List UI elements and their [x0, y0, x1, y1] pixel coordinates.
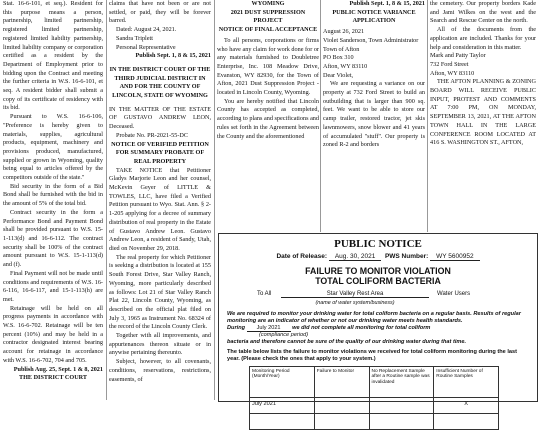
paragraph: TAKE NOTICE that Petitioner Gladys Marjorie Leon and her counsel, McKevin Geyer of LITTLE & TOWLES, LLC, have filed a Verified Petition pursuant to Wyo. Stat. Ann. § 2-1-205 applying for a decree of summary distribution of real property in the Estate of Gustavo Andrew Leon. Gustavo Andrew Leon, a resident of Sandy, Utah, died on November 29, 2018. [109, 166, 211, 252]
paragraph: Probate No. PR-2021-55-DC [116, 131, 189, 139]
release-line [219, 253, 537, 261]
paragraph: We are requesting a variance on our property at 732 Ford Street to build an outbuilding that is larger than 900 sq. feet. We want to be able to store our camp trailer, restored tractor, jet skis lawnmowers, snow blower and 41 years of accumulated "stuff". Our property is zoned R-2 and borders [323, 80, 425, 149]
paragraph: Together with all improvements, and appurtenances thereon situate or in anywise pertaining thereunto. [109, 332, 211, 357]
release-date-label: Date of Release: [276, 253, 328, 260]
notice-title: PUBLIC NOTICE [334, 238, 422, 250]
violation-heading-line: TOTAL COLIFORM BACTERIA [315, 276, 441, 286]
column-probate-notice [109, 0, 211, 384]
paragraph: Subject, however, to all covenants, conditions, reservations, restrictions, easements, of [109, 358, 211, 383]
paragraph: 732 Ford Street [430, 60, 469, 68]
paragraph: Dear Violet, [323, 71, 354, 79]
water-system-name: Star Valley Rest Area [281, 291, 429, 298]
petition-heading: NOTICE OF VERIFIED PETITION FOR SUMMARY PROBATE OF REAL PROPERTY [111, 140, 209, 165]
paragraph: Personal Representative [116, 43, 176, 51]
publish-line: Publish Sept. 1, 8 & 15, 2021 [349, 0, 425, 7]
section-heading: NOTICE OF FINAL ACCEPTANCE [218, 26, 318, 34]
publish-line: Publish Aug. 25, Sept. 1 & 8, 2021 [13, 365, 103, 373]
paragraph: Final Payment will not be made until conditions and requirements of W.S. 16-6-116, 16-6-117, and 15-1-113(h) are met. [3, 269, 103, 303]
paragraph: August 26, 2021 [323, 28, 365, 36]
paragraph: To all persons, corporations or firms who have any claim for work done for or any materials furnished to Doubletree Enterprise, Inc. 108 Meadow Drive, Evanston, WY 82930, for the Town of Afton, 2021 Dust Suppression Project - located in Lincoln County, Wyoming. [217, 36, 319, 97]
table-row [250, 397, 499, 413]
no-replacement-cell [369, 413, 434, 429]
column-header: No Replacement Sample after a Routine sample was invalidated [369, 366, 434, 397]
paragraph: Stat. 16-6-101, et seq.). Resident for this purpose means a person, partnership, limited partnership, registered limited partnership, registered limited liability partnership, limited liability company or corporation certified as a resident by the Department of Employment prior to bidding upon the Contract and meeting the further criteria in W.S. 16-6-101, et seq. A resident bidder shall submit a copy of its certificate of residency with its bid. [3, 0, 103, 112]
to-all-label: To All [257, 291, 272, 297]
paragraph: Retainage will be held on all progress payments in accordance with W.S. 16-6-702. Retainage will be ten percent (10%) and may be held in a contractor designated interest bearing account for retainage in accordance with W.S. 16-6-702, 704 and 705. [3, 304, 103, 364]
paragraph: Afton, WY 83110 [430, 69, 475, 77]
water-users-label: Water Users [437, 291, 471, 297]
column-rule [106, 0, 107, 400]
during-label: During [227, 324, 246, 331]
section-heading: WYOMING [251, 0, 285, 7]
water-system-caption: (name of water system/business) [315, 300, 395, 306]
no-replacement-cell [369, 397, 434, 413]
column-final-acceptance [217, 0, 319, 141]
column-variance-application [323, 0, 425, 150]
compliance-period-value: July 2021 [247, 325, 291, 333]
failure-to-monitor-cell [314, 397, 369, 413]
publish-line: Publish Sept. 1, 8 & 15, 2021 [135, 52, 211, 60]
notice-body [227, 311, 529, 346]
paragraph: Afton, WY 83110 [323, 62, 368, 70]
violation-heading [219, 266, 537, 286]
paragraph: All of the documents from the application are included. Thanks for your help and consideration in this matter. [430, 26, 536, 51]
monitoring-period-cell [250, 413, 315, 429]
notice-text: bacteria and therefore cannot be sure of the quality of our drinking water during that time. [227, 339, 467, 346]
paragraph: You are hereby notified that Lincoln County has accepted as completed, according to plans and specifications and rules set forth in the Agreement between the County and the aforementioned [217, 97, 319, 140]
paragraph: Violet Sanderson, Town Administrator [323, 36, 419, 44]
column-variance-continued [430, 0, 536, 148]
violation-heading-line: FAILURE TO MONITOR VIOLATION [305, 266, 451, 276]
violations-table [249, 366, 499, 430]
pws-number-value: WY 5600952 [430, 253, 479, 261]
paragraph: Dated: August 24, 2021. [116, 26, 177, 34]
table-row [250, 413, 499, 429]
paragraph: Sandra Triplett [116, 34, 153, 42]
paragraph: Town of Afton [323, 45, 360, 53]
paragraph: THE AFTON PLANNING & ZONING BOARD WILL RECEIVE PUBLIC INPUT, PROTEST AND COMMENTS AT 7:00 PM, ON MONDAY, SEPTEMBER 13, 2021, AT THE AFTON TOWN HALL IN THE LARGE CONFERENCE ROOM LOCATED AT 416 S. WASHINGTON ST., AFTON, [430, 78, 536, 147]
court-heading: IN THE DISTRICT COURT OF THE THIRD JUDICIAL DISTRICT IN AND FOR THE COUNTY OF LINCOLN, STATE OF WYOMING [109, 65, 211, 100]
insufficient-samples-cell [434, 413, 499, 429]
column-header: Insufficient Number of Routine Samples [434, 366, 499, 397]
paragraph: Contract security in the form a Performance Bond and Payment Bond shall be provided pursuant to W.S. 15-1-113(d) and 16-6-112. The contract security shall be 100% of the contract amount pursuant to W.S. 15-1-113(d) and (f). [3, 208, 103, 269]
paragraph: PO Box 310 [323, 54, 354, 62]
paragraph: the cemetery. Our property borders Kade and Jami Wilkes on the west and the Search and Rescue Center on the north. [430, 0, 536, 25]
column-rule [320, 0, 321, 232]
table-header-row [250, 366, 499, 397]
monitoring-period-cell: July 2021 [250, 397, 315, 413]
paragraph: IN THE MATTER OF THE ESTATE OF GUSTAVO ANDREW LEON, Deceased. [109, 105, 211, 131]
paragraph: Mark and Patty Taylor [430, 52, 486, 60]
compliance-period-caption: (compliance period) [259, 332, 309, 339]
insufficient-samples-cell: X [434, 397, 499, 413]
column-rule [427, 0, 428, 232]
paragraph: claims that have not been or are not settled, or paid, they will be forever barred. [109, 0, 211, 25]
table-intro: The table below lists the failure to monitor violations we received for total coliform monitoring during the last year. (Please check the ones that apply to your system.) [227, 348, 517, 362]
pws-label: PWS Number: [384, 253, 429, 260]
paragraph: Pursuant to W.S. 16-6-106, "Preference is hereby given to materials, supplies, agricultural products, equipment, machinery and provisions produced, manufactured, supplied or grown in Wyoming, quality being equal to articles offered by the competitors outside of the state." [3, 113, 103, 182]
paragraph: Bid security in the form of a Bid Bond shall be furnished with the bid in the amount of 5% of the total bid. [3, 182, 103, 208]
section-heading: THE DISTRICT COURT [18, 374, 88, 382]
section-heading: 2021 DUST SUPPRESSION PROJECT [230, 8, 306, 25]
release-date-value: Aug. 30, 2021 [329, 253, 381, 261]
column-bid-notice [3, 0, 103, 383]
notice-text: we did not complete all monitoring for total coliform [292, 324, 431, 331]
column-header: Failure to Monitor [314, 366, 369, 397]
addressee-line [219, 291, 537, 309]
notice-text: We are required to monitor your drinking water for total coliform bacteria on a regular basis. Results of regular monitoring are an indicator of whether or not our drinking water meets health standards. [227, 311, 521, 324]
failure-to-monitor-cell [314, 413, 369, 429]
column-header: Monitoring Period (Month/Year) [250, 366, 315, 397]
section-heading: PUBLIC NOTICE VARIANCE APPLICATION [332, 8, 416, 25]
public-notice-box [218, 233, 538, 408]
paragraph: The real property for which Petitioner is seeking a distribution is located at 155 South Forest Drive, Star Valley Ranch, Wyoming, more particularly described as follows: Lot 21 of Star Valley Ranch Plat 22, Lincoln County, Wyoming, as described on the official plat filed on July 3, 1965 as Instrument No. 68324 of the record of the Lincoln County Clerk. [109, 253, 211, 331]
column-rule [214, 0, 215, 400]
